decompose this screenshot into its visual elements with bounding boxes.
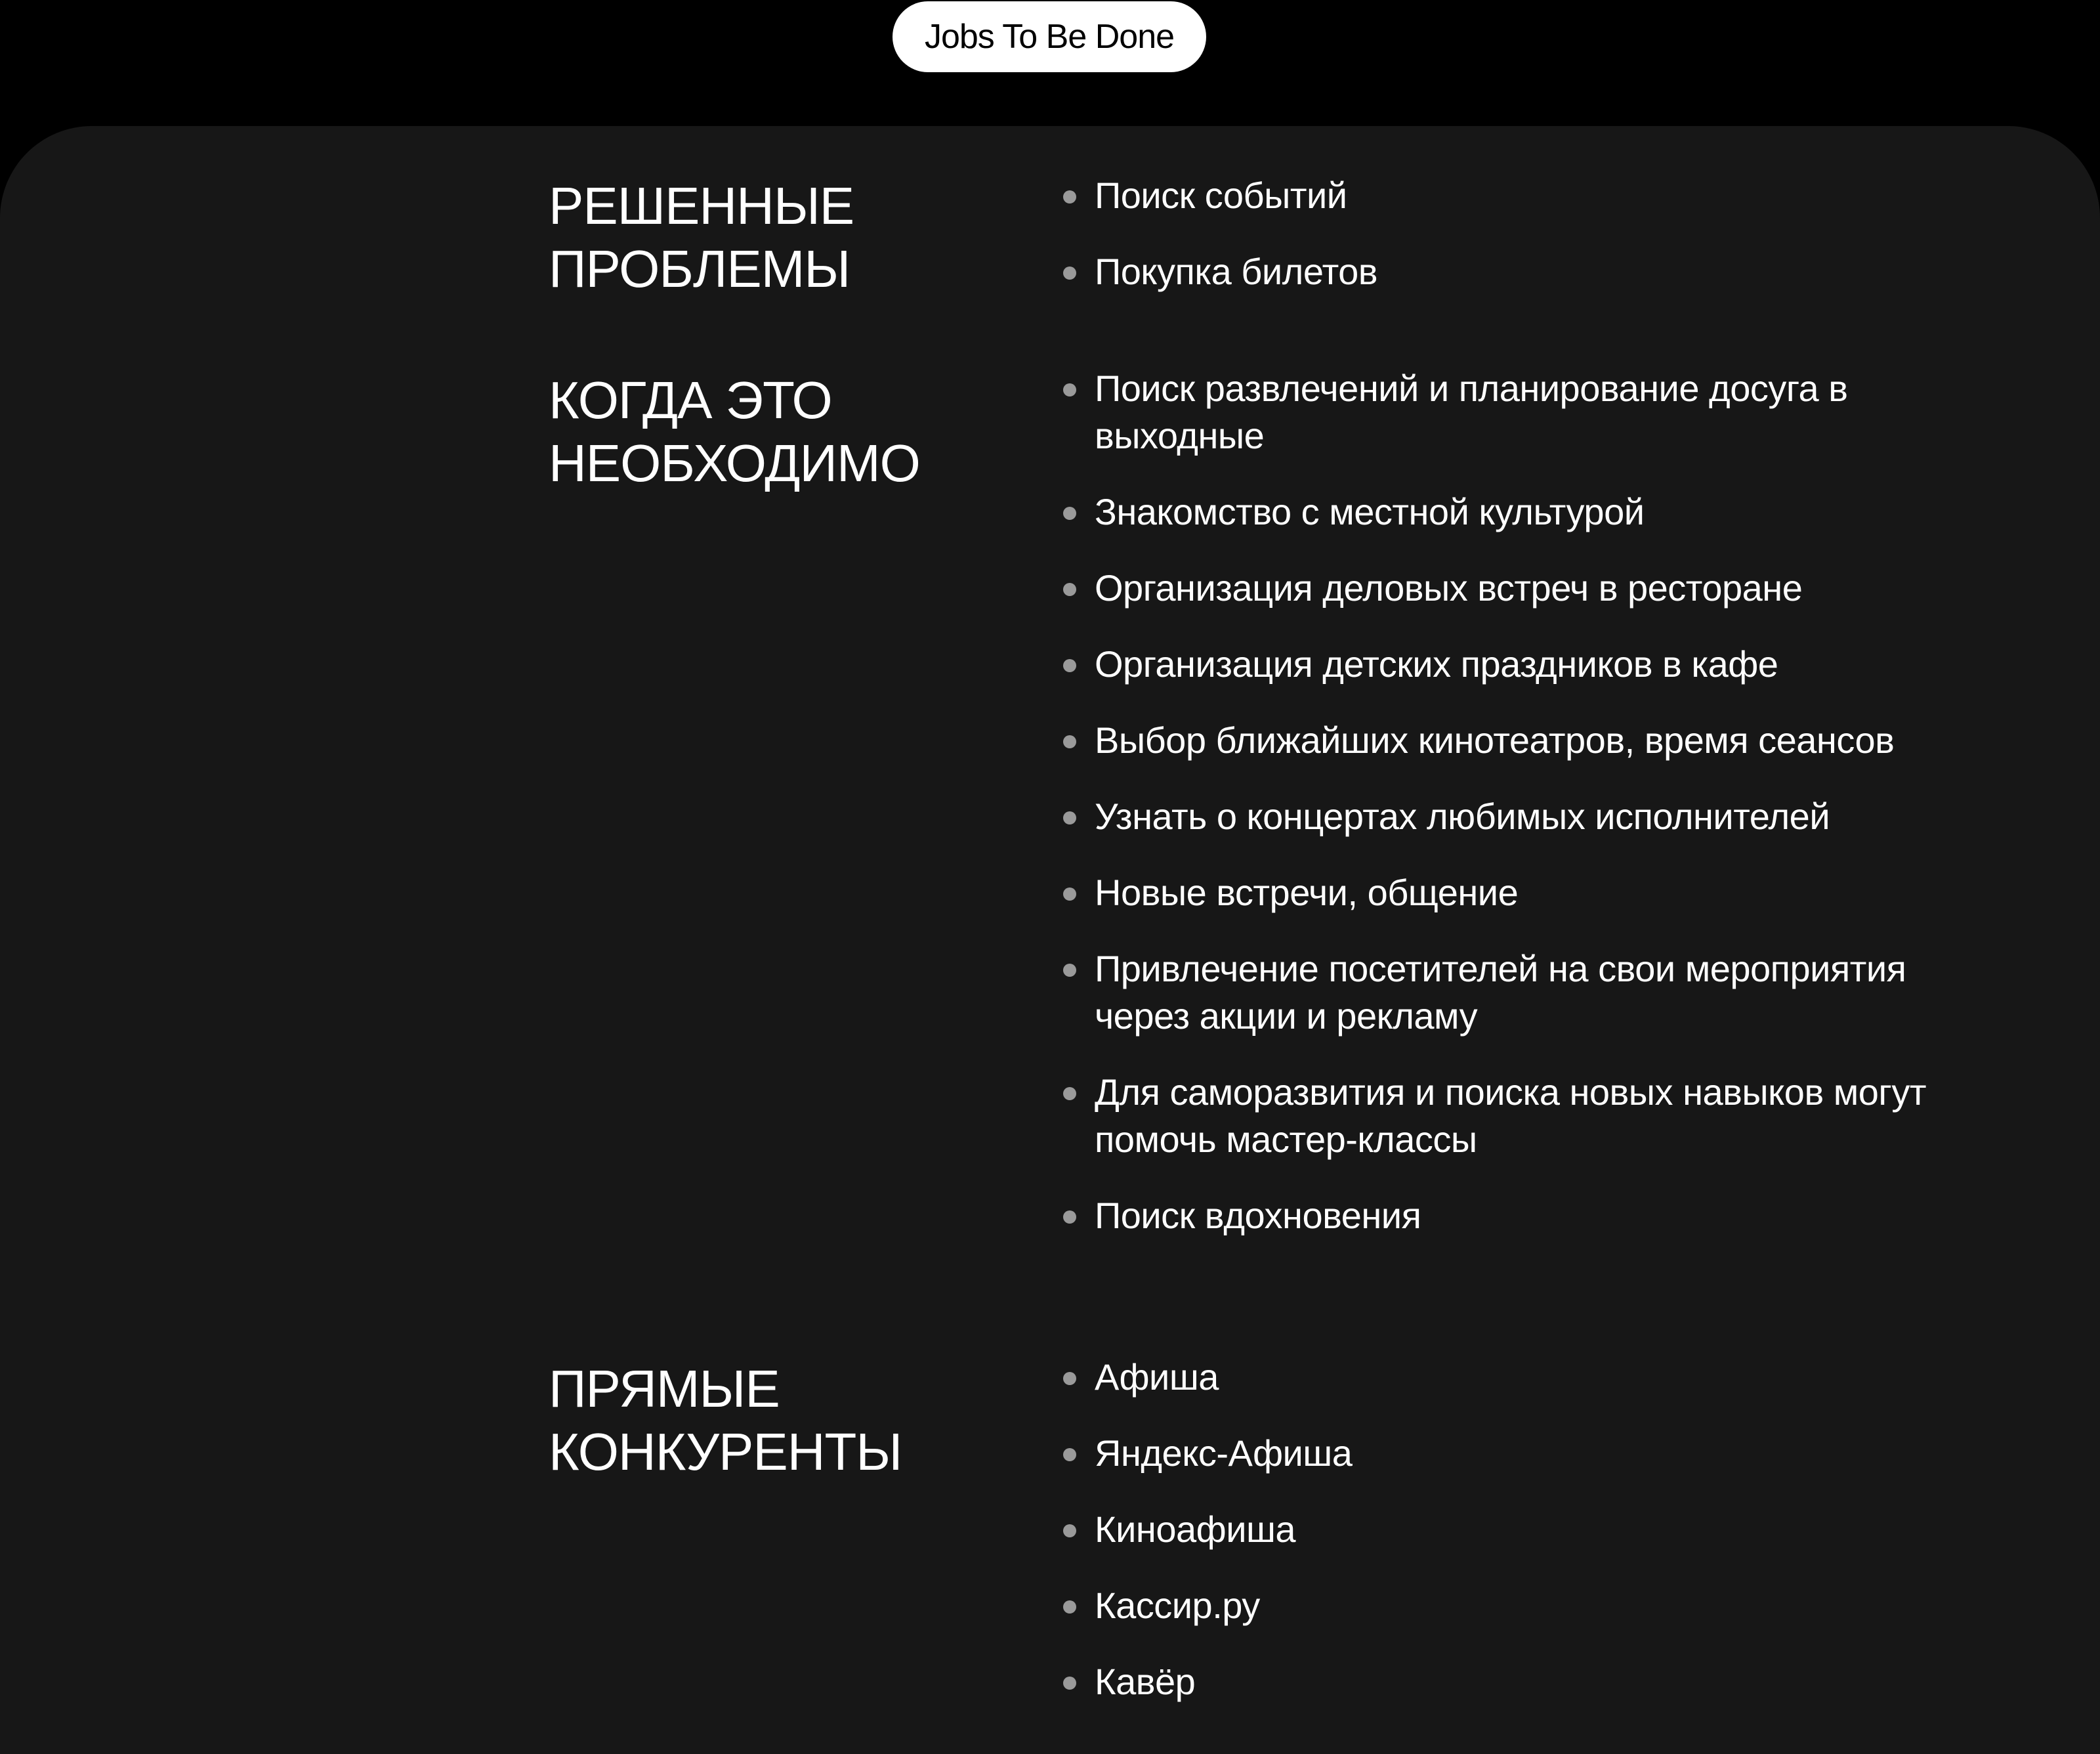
list-item-text: Поиск событий — [1095, 175, 1347, 216]
list-item-text: Организация детских праздников в кафе — [1095, 643, 1778, 685]
bullet-dot-icon — [1063, 659, 1076, 672]
heading-line: РЕШЕННЫЕ — [549, 177, 854, 235]
list-item — [1063, 717, 1929, 764]
list-item — [1063, 1069, 1929, 1163]
list-item-text: Кассир.ру — [1095, 1585, 1260, 1626]
list-item-text: Яндекс-Афиша — [1095, 1432, 1353, 1474]
list-item — [1063, 365, 1929, 460]
list-item — [1063, 488, 1929, 536]
bullet-dot-icon — [1063, 1210, 1076, 1224]
competitors-list — [1063, 1354, 1929, 1734]
list-item-text: Выбор ближайших кинотеатров, время сеансов — [1095, 719, 1895, 761]
heading-line: КОНКУРЕНТЫ — [549, 1422, 902, 1481]
list-item — [1063, 1192, 1929, 1239]
list-item — [1063, 1430, 1929, 1477]
content-panel — [0, 126, 2100, 1754]
list-item-text: Покупка билетов — [1095, 251, 1378, 292]
bullet-dot-icon — [1063, 583, 1076, 596]
section-heading — [549, 175, 1021, 301]
list-item-text: Новые встречи, общение — [1095, 872, 1519, 913]
bullet-dot-icon — [1063, 1087, 1076, 1100]
list-item-text: Знакомство с местной культурой — [1095, 491, 1645, 532]
list-item — [1063, 1354, 1929, 1401]
list-item — [1063, 793, 1929, 840]
bullet-dot-icon — [1063, 383, 1076, 396]
section-heading — [549, 1358, 1021, 1484]
bullet-dot-icon — [1063, 190, 1076, 203]
list-item — [1063, 1658, 1929, 1705]
bullet-dot-icon — [1063, 811, 1076, 824]
jtbd-badge: Jobs To Be Done — [892, 1, 1206, 72]
bullet-dot-icon — [1063, 1524, 1076, 1537]
solved-problems-list — [1063, 172, 1929, 324]
list-item-text: Поиск развлечений и планирование досуга в выходные — [1095, 368, 1848, 456]
bullet-dot-icon — [1063, 1448, 1076, 1461]
list-item — [1063, 945, 1929, 1040]
bullet-dot-icon — [1063, 888, 1076, 901]
heading-line: ПРОБЛЕМЫ — [549, 240, 850, 298]
heading-line: ПРЯМЫЕ — [549, 1359, 780, 1418]
list-item-text: Поиск вдохновения — [1095, 1195, 1421, 1236]
bullet-dot-icon — [1063, 507, 1076, 520]
list-item — [1063, 641, 1929, 688]
section-heading — [549, 369, 1021, 495]
list-item-text: Привлечение посетителей на свои мероприятия через акции и рекламу — [1095, 948, 1906, 1037]
list-item-text: Афиша — [1095, 1356, 1219, 1398]
list-item — [1063, 248, 1929, 295]
list-item — [1063, 1582, 1929, 1629]
heading-line: КОГДА ЭТО — [549, 371, 832, 429]
list-item — [1063, 869, 1929, 916]
bullet-dot-icon — [1063, 735, 1076, 748]
list-item-text: Кавёр — [1095, 1661, 1196, 1702]
bullet-dot-icon — [1063, 267, 1076, 280]
heading-line: НЕОБХОДИМО — [549, 434, 920, 492]
bullet-dot-icon — [1063, 1600, 1076, 1614]
bullet-dot-icon — [1063, 1677, 1076, 1690]
bullet-dot-icon — [1063, 964, 1076, 977]
list-item-text: Организация деловых встреч в ресторане — [1095, 567, 1803, 609]
when-needed-list — [1063, 365, 1929, 1268]
list-item-text: Киноафиша — [1095, 1508, 1296, 1550]
list-item-text: Узнать о концертах любимых исполнителей — [1095, 796, 1830, 837]
list-item — [1063, 565, 1929, 612]
bullet-dot-icon — [1063, 1372, 1076, 1385]
list-item — [1063, 172, 1929, 219]
list-item — [1063, 1506, 1929, 1553]
list-item-text: Для саморазвития и поиска новых навыков могут помочь мастер-классы — [1095, 1071, 1926, 1160]
